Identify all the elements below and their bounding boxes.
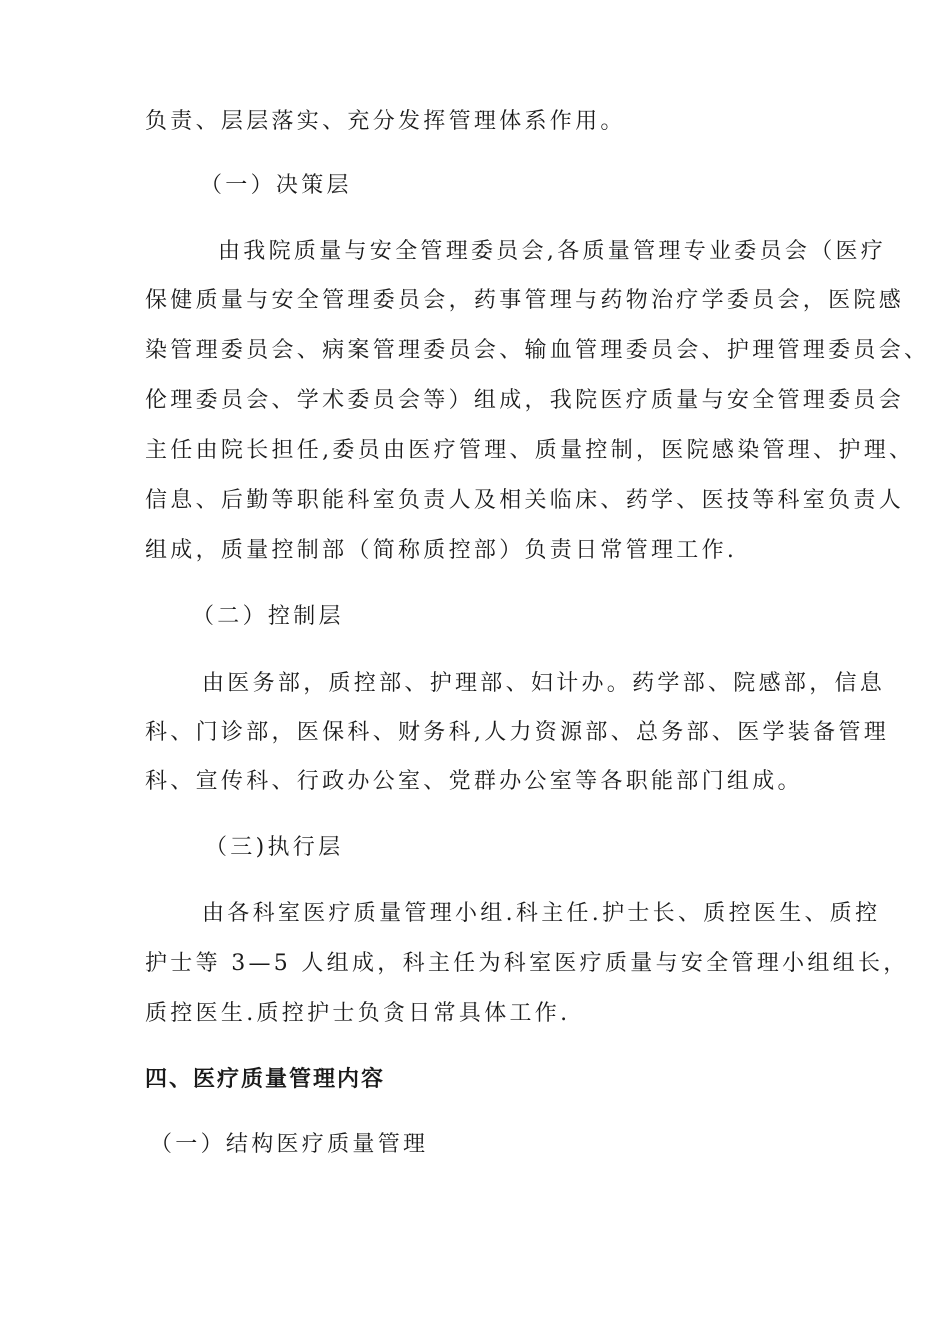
- paragraph-line: 质控医生.质控护士负贪日常具体工作.: [145, 1001, 571, 1026]
- paragraph-line: 科、门诊部，医保科、财务科,人力资源部、总务部、医学装备管理: [145, 720, 889, 745]
- paragraph-line: 信息、后勤等职能科室负责人及相关临床、药学、医技等科室负责人: [145, 488, 905, 513]
- paragraph-line: 护士等 3—5 人组成，科主任为科室医疗质量与安全管理小组组长，: [145, 951, 909, 976]
- paragraph-line: 科、宣传科、行政办公室、党群办公室等各职能部门组成。: [145, 769, 803, 794]
- subheading-decision-layer: （一）决策层: [200, 173, 352, 198]
- paragraph-line: 由我院质量与安全管理委员会,各质量管理专业委员会（医疗: [218, 239, 887, 264]
- subheading-execution-layer: （三)执行层: [205, 835, 344, 860]
- paragraph-line: 组成，质量控制部（简称质控部）负责日常管理工作.: [145, 538, 738, 563]
- paragraph-line: 由各科室医疗质量管理小组.科主任.护士长、质控医生、质控: [202, 901, 881, 926]
- paragraph-line: 保健质量与安全管理委员会，药事管理与药物治疗学委员会，医院感: [145, 288, 905, 313]
- paragraph-line: 伦理委员会、学术委员会等）组成，我院医疗质量与安全管理委员会: [145, 388, 905, 413]
- paragraph-line: 主任由院长担任,委员由医疗管理、质量控制，医院感染管理、护理、: [145, 438, 915, 463]
- subheading-structure-quality: （一）结构医疗质量管理: [150, 1132, 429, 1157]
- subheading-control-layer: （二）控制层: [192, 604, 344, 629]
- paragraph-line: 负责、层层落实、充分发挥管理体系作用。: [145, 109, 626, 134]
- paragraph-line: 由医务部，质控部、护理部、妇计办。药学部、院感部，信息: [202, 671, 886, 696]
- section-heading: 四、医疗质量管理内容: [145, 1067, 386, 1092]
- paragraph-line: 染管理委员会、病案管理委员会、输血管理委员会、护理管理委员会、: [145, 338, 930, 363]
